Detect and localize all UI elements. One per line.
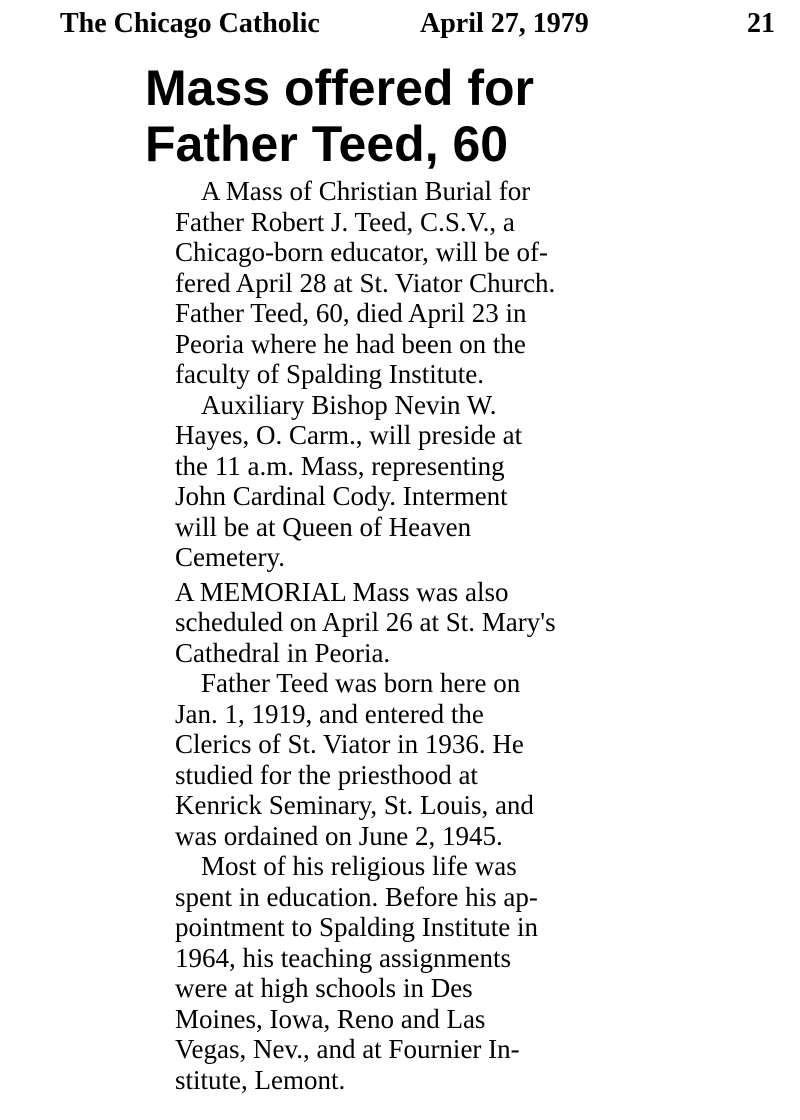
body-line: Father Robert J. Teed, C.S.V., a — [175, 206, 515, 237]
body-line: the 11 a.m. Mass, representing — [175, 450, 505, 481]
body-line: Cemetery. — [175, 542, 285, 572]
body-line: scheduled on April 26 at St. Mary's — [175, 607, 556, 637]
paragraph-1 — [175, 176, 655, 390]
paragraph-2 — [175, 390, 655, 573]
body-line: A Mass of Christian Burial for — [201, 176, 531, 206]
body-line: Chicago-born educator, will be of- — [175, 237, 549, 267]
article-body — [175, 176, 655, 1095]
body-line: Father Teed, 60, died April 23 in — [175, 298, 527, 328]
issue-date: April 27, 1979 — [420, 8, 589, 39]
headline — [145, 60, 765, 172]
paragraph-5 — [175, 851, 655, 1095]
masthead — [0, 4, 800, 44]
body-line: was ordained on June 2, 1945. — [175, 820, 503, 851]
newspaper-name: The Chicago Catholic — [60, 8, 320, 39]
body-line: Moines, Iowa, Reno and Las — [175, 1003, 486, 1034]
body-line: studied for the priesthood at — [175, 759, 478, 790]
headline-line: Mass offered for — [145, 60, 534, 116]
paragraph-3 — [175, 577, 655, 669]
body-line: Peoria where he had been on the — [175, 328, 526, 359]
body-line: Jan. 1, 1919, and entered the — [175, 698, 484, 729]
body-line: Vegas, Nev., and at Fournier In- — [175, 1034, 520, 1064]
body-line: Cathedral in Peoria. — [175, 637, 391, 668]
body-line: 1964, his teaching assignments — [175, 942, 511, 973]
body-line: fered April 28 at St. Viator Church. — [175, 267, 556, 298]
body-line: John Cardinal Cody. Interment — [175, 481, 508, 511]
body-line: Most of his religious life was — [201, 851, 517, 881]
body-line: faculty of Spalding Institute. — [175, 359, 484, 389]
body-line: Clerics of St. Viator in 1936. He — [175, 729, 524, 759]
body-line: stitute, Lemont. — [175, 1064, 346, 1095]
body-line: A MEMORIAL Mass was also — [175, 576, 509, 607]
body-line: spent in education. Before his ap- — [175, 881, 538, 912]
body-line: will be at Queen of Heaven — [175, 511, 472, 542]
body-line: pointment to Spalding Institute in — [175, 912, 538, 942]
headline-line: Father Teed, 60 — [145, 116, 509, 172]
body-line: Kenrick Seminary, St. Louis, and — [175, 790, 534, 820]
body-line: Auxiliary Bishop Nevin W. — [201, 389, 497, 420]
paragraph-4 — [175, 668, 655, 851]
page-number: 21 — [747, 8, 775, 39]
body-line: were at high schools in Des — [175, 973, 473, 1003]
body-line: Father Teed was born here on — [201, 668, 521, 698]
body-line: Hayes, O. Carm., will preside at — [175, 420, 523, 450]
